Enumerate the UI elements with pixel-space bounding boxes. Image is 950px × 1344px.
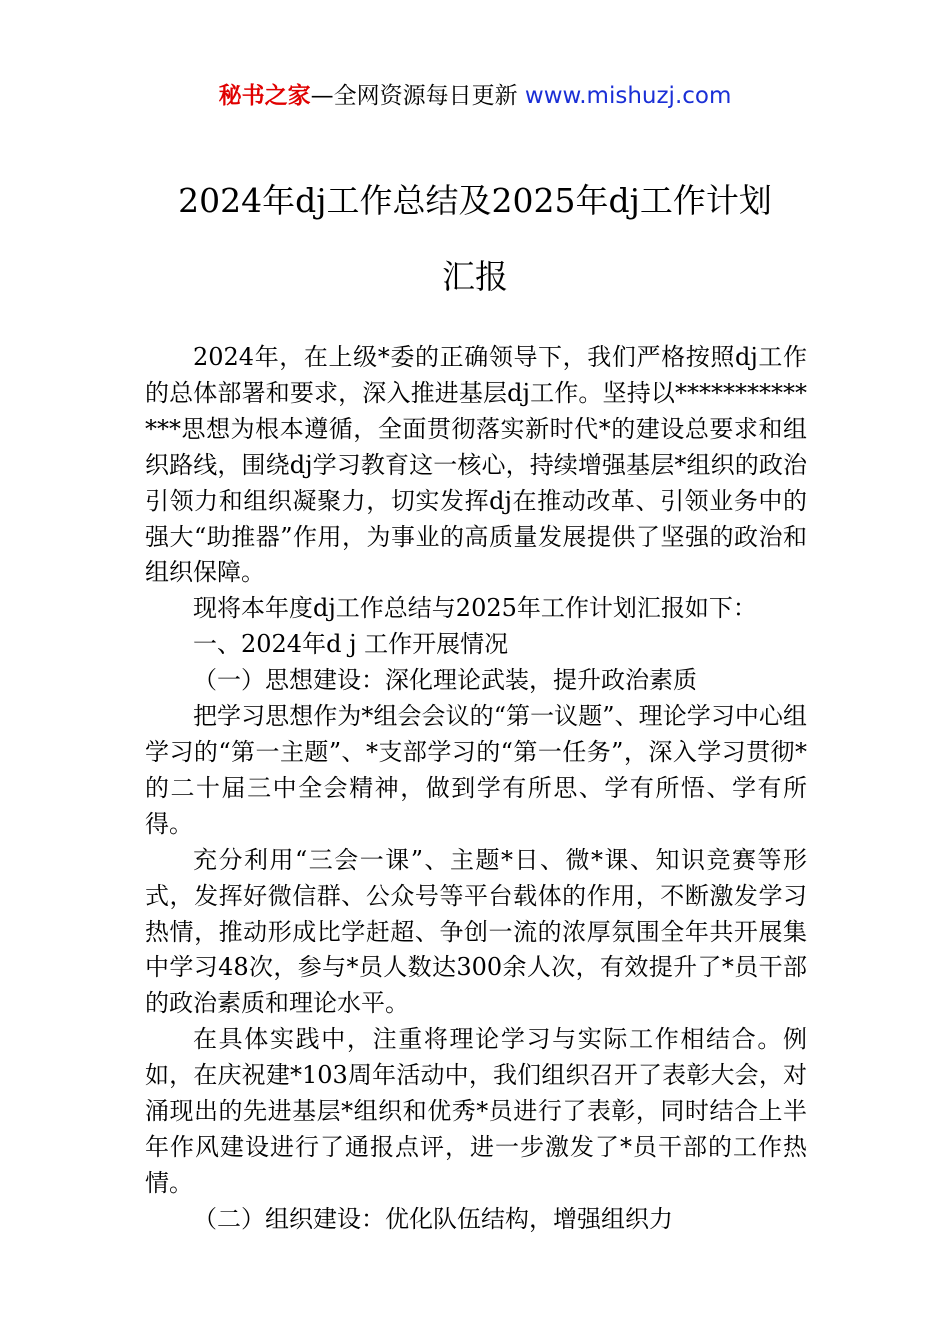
paragraph-intro: 2024年，在上级*委的正确领导下，我们严格按照dj工作的总体部署和要求，深入推进基层dj工作。坚持以**************思想为根本遵循，全面贯彻落实新时代*的建设总要求和组织路线，围绕dj学习教育这一核心，持续增强基层*组织的政治引领力和组织凝聚力，切实发挥dj在推动改革、引领业务中的强大“助推器”作用，为事业的高质量发展提供了坚强的政治和组织保障。 [145, 343, 807, 587]
subsection-heading-2: （二）组织建设：优化队伍结构，增强组织力 [193, 1204, 673, 1233]
paragraph-practice: 在具体实践中，注重将理论学习与实际工作相结合。例如，在庆祝建*103周年活动中，我们组织召开了表彰大会，对涌现出的先进基层*组织和优秀*员进行了表彰，同时结合上半年作风建设进行了通报点评，进一步激发了*员干部的工作热情。 [145, 1025, 807, 1197]
subsection-heading-1: （一）思想建设：深化理论武装，提升政治素质 [193, 666, 697, 695]
site-url-link[interactable]: www.mishuzj.com [524, 83, 732, 109]
paragraph-report-intro: 现将本年度dj工作总结与2025年工作计划汇报如下： [193, 594, 757, 623]
document-title-line-2: 汇报 [442, 257, 508, 296]
paragraph-study-topics: 把学习思想作为*组会会议的“第一议题”、理论学习中心组学习的“第一主题”、*支部学习的“第一任务”，深入学习贯彻*的二十届三中全会精神，做到学有所思、学有所悟、学有所得。 [145, 702, 807, 838]
site-header [0, 80, 950, 112]
site-brand: 秘书之家 [218, 83, 311, 109]
site-tagline: —全网资源每日更新 [310, 83, 518, 109]
document-title [120, 178, 830, 300]
document-body [145, 340, 807, 1238]
section-heading-1: 一、2024年d j 工作开展情况 [193, 630, 509, 659]
document-title-line-1: 2024年dj工作总结及2025年dj工作计划 [178, 181, 772, 220]
paragraph-study-forms: 充分利用“三会一课”、主题*日、微*课、知识竞赛等形式，发挥好微信群、公众号等平台载体的作用，不断激发学习热情，推动形成比学赶超、争创一流的浓厚氛围全年共开展集中学习48次，参与*员人数达300余人次，有效提升了*员干部的政治素质和理论水平。 [145, 845, 807, 1018]
